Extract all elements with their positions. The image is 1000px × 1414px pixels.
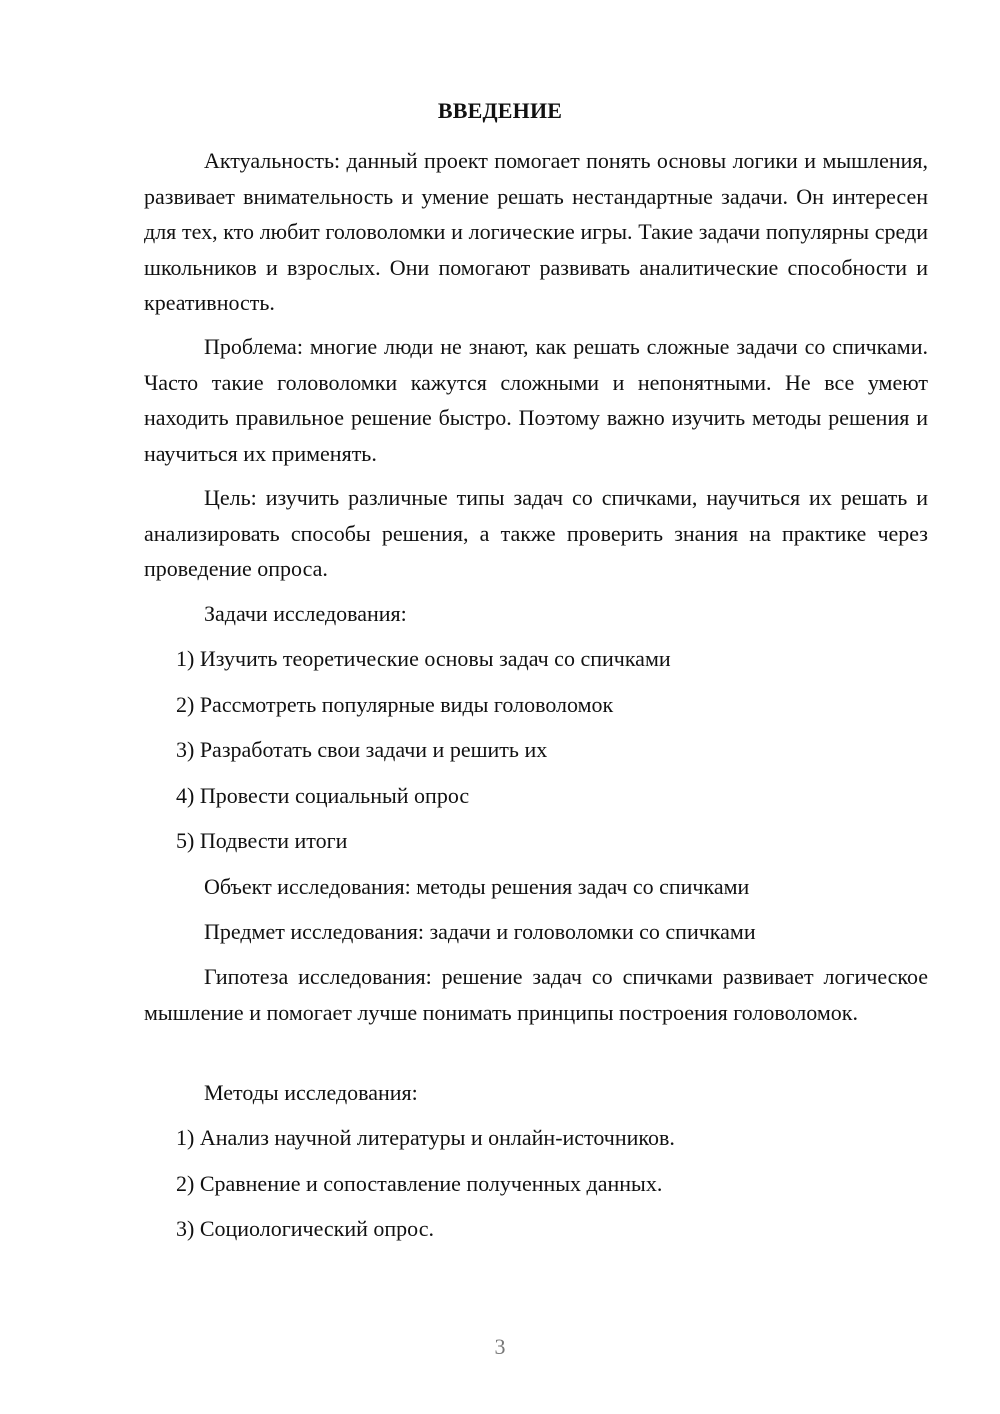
method-item-1: 1) Анализ научной литературы и онлайн-источников. [176, 1125, 675, 1150]
research-object: Объект исследования: методы решения задач со спичками [204, 874, 750, 899]
section-title: ВВЕДЕНИЕ [437, 98, 563, 123]
task-item-1: 1) Изучить теоретические основы задач со спичками [176, 646, 671, 671]
paragraph-hypothesis: Гипотеза исследования: решение задач со спичками развивает логическое мышление и помогает лучше понимать принципы построения головоломок. [144, 964, 928, 1025]
methods-heading: Методы исследования: [204, 1080, 418, 1105]
paragraph-goal: Цель: изучить различные типы задач со спичками, научиться их решать и анализировать способы решения, а также проверить знания на практике через проведение опроса. [144, 485, 928, 581]
paragraph-relevance: Актуальность: данный проект помогает понять основы логики и мышления, развивает внимательность и умение решать нестандартные задачи. Он интересен для тех, кто любит головоломки и логические игры. Такие задачи популярны среди школьников и взрослых. Они помогают развивать аналитические способности и креативность. [144, 148, 928, 315]
page-number: 3 [494, 1334, 506, 1359]
research-subject: Предмет исследования: задачи и головоломки со спичками [204, 919, 756, 944]
method-item-3: 3) Социологический опрос. [176, 1216, 434, 1241]
task-item-2: 2) Рассмотреть популярные виды головоломок [176, 692, 614, 717]
tasks-heading: Задачи исследования: [204, 601, 407, 626]
task-item-3: 3) Разработать свои задачи и решить их [176, 737, 548, 762]
task-item-5: 5) Подвести итоги [176, 828, 348, 853]
paragraph-problem: Проблема: многие люди не знают, как решать сложные задачи со спичками. Часто такие головоломки кажутся сложными и непонятными. Не все умеют находить правильное решение быстро. Поэтому важно изучить методы решения и научиться их применять. [144, 334, 928, 466]
method-item-2: 2) Сравнение и сопоставление полученных данных. [176, 1171, 663, 1196]
task-item-4: 4) Провести социальный опрос [176, 783, 470, 808]
